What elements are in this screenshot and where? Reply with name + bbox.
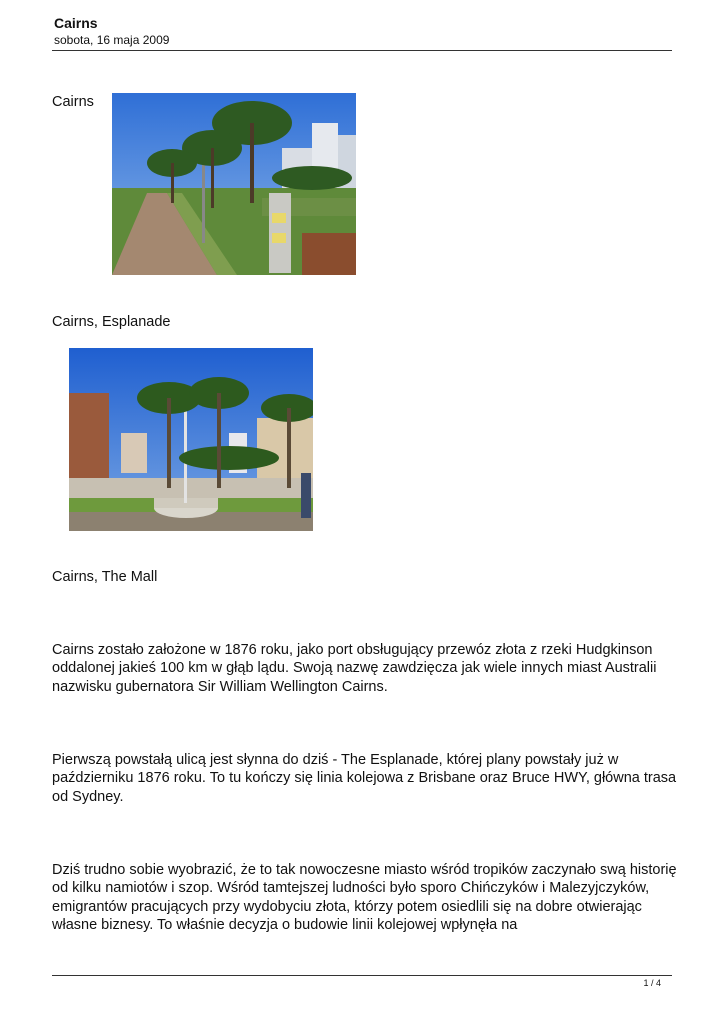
esplanade-photo [112, 93, 356, 275]
page-header-title: Cairns [54, 15, 98, 31]
page-header-date: sobota, 16 maja 2009 [54, 33, 170, 47]
image-label: Cairns [52, 94, 94, 110]
header-divider [52, 50, 672, 51]
footer-divider [52, 975, 672, 976]
paragraph: Dziś trudno sobie wyobrazić, że to tak nowoczesne miasto wśród tropików zaczynało swą historię od kilku namiotów i szop. Wśród tamtejszej ludności było sporo Chińczyków i Malezyjczyków, emigrantów pracujących przy wydobyciu złota, którzy potem osiedlili się na dobre otwierając własne biznesy. To właśnie decyzja o budowie linii kolejowej wpłynęła na [52, 862, 677, 933]
page-number: 1 / 4 [643, 978, 661, 988]
image-caption: Cairns, Esplanade [52, 314, 171, 330]
image-caption: Cairns, The Mall [52, 569, 158, 585]
paragraph: Pierwszą powstałą ulicą jest słynna do dziś - The Esplanade, której plany powstały już w październiku 1876 roku. To tu kończy się linia kolejowa z Brisbane oraz Bruce HWY, główna trasa od Sydney. [52, 752, 677, 805]
mall-photo [69, 348, 313, 531]
paragraph: Cairns zostało założone w 1876 roku, jako port obsługujący przewóz złota z rzeki Hudgkinson oddalonej jakieś 100 km w głąb lądu. Swoją nazwę zawdzięcza jak wiele innych miast Australii nazwisku gubernatora Sir William Wellington Cairns. [52, 642, 657, 695]
